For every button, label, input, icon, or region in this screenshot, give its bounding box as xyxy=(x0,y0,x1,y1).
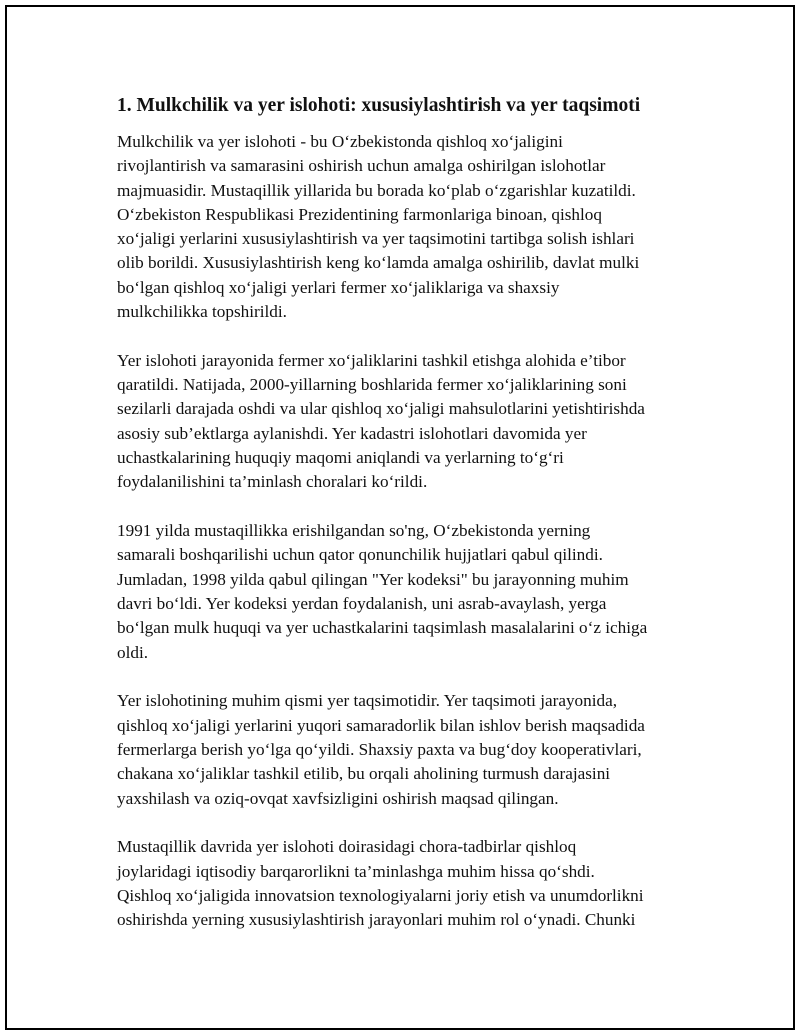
document-body xyxy=(117,92,697,957)
paragraph-line: yaxshilash va oziq-ovqat xavfsizligini oshirish maqsad qilingan. xyxy=(117,788,559,808)
paragraph xyxy=(117,349,697,495)
paragraph-list xyxy=(117,130,697,933)
paragraph-line: oshirishda yerning xususiylashtirish jarayonlari muhim rol o‘ynadi. Chunki xyxy=(117,910,636,930)
paragraph xyxy=(117,130,697,324)
paragraph-line: olib borildi. Xususiylashtirish keng ko‘lamda amalga oshirilib, davlat mulki xyxy=(117,253,640,273)
paragraph-line: foydalanilishini ta’minlash choralari ko‘rildi. xyxy=(117,472,428,492)
paragraph-line: mulkchilikka topshirildi. xyxy=(117,302,287,322)
paragraph-line: fermerlarga berish yo‘lga qo‘yildi. Shaxsiy paxta va bug‘doy kooperativlari, xyxy=(117,740,642,760)
paragraph-line: majmuasidir. Mustaqillik yillarida bu borada ko‘plab o‘zgarishlar kuzatildi. xyxy=(117,180,636,200)
paragraph-line: qaratildi. Natijada, 2000-yillarning boshlarida fermer xo‘jaliklarining soni xyxy=(117,375,627,395)
paragraph-line: Jumladan, 1998 yilda qabul qilingan "Yer kodeksi" bu jarayonning muhim xyxy=(117,569,629,589)
paragraph-line: qishloq xo‘jaligi yerlarini yuqori samaradorlik bilan ishlov berish maqsadida xyxy=(117,715,645,735)
paragraph-line: 1991 yilda mustaqillikka erishilgandan so'ng, O‘zbekistonda yerning xyxy=(117,521,591,541)
paragraph-line: Qishloq xo‘jaligida innovatsion texnologiyalarni joriy etish va unumdorlikni xyxy=(117,886,644,906)
paragraph xyxy=(117,835,697,932)
paragraph-line: bo‘lgan mulk huquqi va yer uchastkalarini taqsimlash masalalarini o‘z ichiga xyxy=(117,618,648,638)
paragraph-line: joylaridagi iqtisodiy barqarorlikni ta’minlashga muhim hissa qo‘shdi. xyxy=(117,861,595,881)
paragraph-line: bo‘lgan qishloq xo‘jaligi yerlari fermer xo‘jaliklariga va shaxsiy xyxy=(117,277,560,297)
paragraph xyxy=(117,689,697,810)
paragraph-line: rivojlantirish va samarasini oshirish uchun amalga oshirilgan islohotlar xyxy=(117,156,606,176)
paragraph-line: Yer islohoti jarayonida fermer xo‘jaliklarini tashkil etishga alohida e’tibor xyxy=(117,350,626,370)
paragraph-line: samarali boshqarilishi uchun qator qonunchilik hujjatlari qabul qilindi. xyxy=(117,545,603,565)
paragraph-line: davri bo‘ldi. Yer kodeksi yerdan foydalanish, uni asrab-avaylash, yerga xyxy=(117,594,607,614)
paragraph-line: Mulkchilik va yer islohoti - bu O‘zbekistonda qishloq xo‘jaligini xyxy=(117,132,563,151)
paragraph-line: O‘zbekiston Respublikasi Prezidentining farmonlariga binoan, qishloq xyxy=(117,204,602,224)
paragraph-line: xo‘jaligi yerlarini xususiylashtirish va yer taqsimotini tartibga solish ishlari xyxy=(117,229,635,249)
paragraph xyxy=(117,519,697,665)
paragraph-line: chakana xo‘jaliklar tashkil etilib, bu orqali aholining turmush darajasini xyxy=(117,764,611,784)
paragraph-line: asosiy sub’ektlarga aylanishdi. Yer kadastri islohotlari davomida yer xyxy=(117,423,587,443)
paragraph-line: sezilarli darajada oshdi va ular qishloq xo‘jaligi mahsulotlarini yetishtirishda xyxy=(117,399,645,419)
paragraph-line: oldi. xyxy=(117,642,149,662)
section-heading: 1. Mulkchilik va yer islohoti: xususiylashtirish va yer taqsimoti xyxy=(117,95,641,116)
paragraph-line: Yer islohotining muhim qismi yer taqsimotidir. Yer taqsimoti jarayonida, xyxy=(117,691,618,711)
paragraph-line: Mustaqillik davrida yer islohoti doirasidagi chora-tadbirlar qishloq xyxy=(117,837,577,857)
paragraph-line: uchastkalarining huquqiy maqomi aniqlandi va yerlarning to‘g‘ri xyxy=(117,448,564,468)
